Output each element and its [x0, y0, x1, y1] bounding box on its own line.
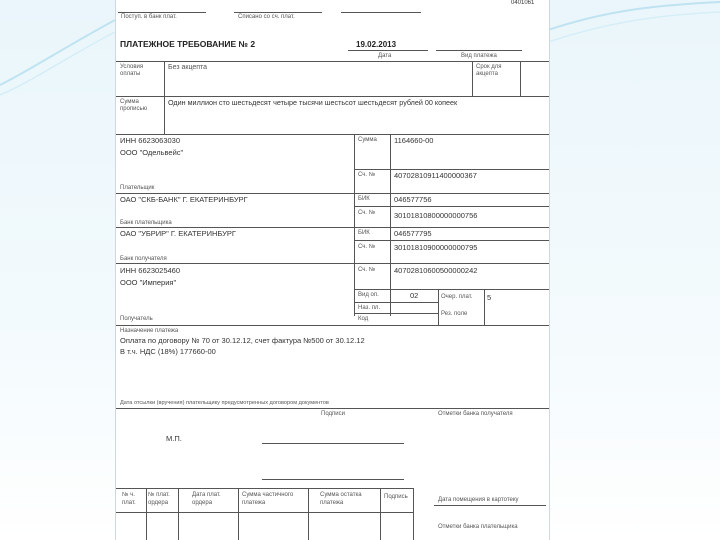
amount-words-label: Сумма [120, 99, 139, 105]
slide-background-left [0, 0, 115, 540]
document-title: ПЛАТЕЖНОЕ ТРЕБОВАНИЕ № 2 [120, 39, 256, 49]
payment-type-underline [436, 50, 522, 51]
signatures-label: Подписи [321, 411, 345, 417]
payee-inn: ИНН 6623025460 [120, 266, 181, 275]
col-divider [164, 61, 165, 96]
col-divider [178, 488, 179, 540]
col-divider [238, 488, 239, 540]
payer-bank-caption: Банк плательщика [120, 220, 172, 226]
payee-account-label: Сч. № [358, 267, 376, 273]
payer-bank-bik-label: БИК [358, 196, 370, 202]
payer-bank-marks-label: Отметки банка плательщика [438, 524, 518, 530]
order-number-header: № плат. ордера [148, 492, 170, 506]
col-divider [308, 488, 309, 540]
partial-amount-header: Сумма частичного платежа [242, 492, 294, 506]
payee-bank-account-value: 30101810900000000795 [394, 243, 478, 252]
col-divider [413, 488, 414, 540]
row-divider [116, 263, 549, 264]
payer-inn: ИНН 6623063030 [120, 136, 181, 145]
signature-line-2 [262, 479, 404, 480]
date-underline [348, 50, 428, 51]
signature-header: Подпись [384, 494, 408, 500]
col-divider [520, 61, 521, 96]
row-divider [116, 408, 549, 409]
table-header-divider [116, 512, 413, 513]
amount-words-label-2: прописью [120, 106, 148, 112]
col-divider [164, 96, 165, 134]
payment-type-label: Вид платежа [461, 53, 497, 59]
charged-line [234, 12, 322, 13]
col-divider [438, 289, 439, 325]
payer-account-value: 40702810911400000367 [394, 171, 477, 180]
terms-label: Условия [120, 64, 144, 70]
row-divider [116, 325, 549, 326]
payer-amount-value: 1164660-00 [394, 136, 434, 145]
row-divider [354, 193, 549, 194]
payer-bank-bik-value: 046577756 [394, 195, 432, 204]
ochered-value: 5 [487, 293, 492, 302]
payer-caption: Плательщик [120, 185, 155, 191]
charged-label: Списано со сч. плат. [238, 14, 295, 20]
payee-bank-account-label: Сч. № [358, 244, 376, 250]
signature-line-1 [262, 443, 404, 444]
payer-amount-label: Сумма [358, 137, 377, 143]
payer-account-label: Сч. № [358, 172, 376, 178]
row-divider [354, 313, 438, 314]
purpose-label: Назначение платежа [120, 328, 179, 334]
payer-name: ООО "Одельвейс" [120, 148, 184, 157]
received-line [118, 12, 206, 13]
col-divider [484, 289, 485, 325]
deadline-label: Срок для [476, 64, 502, 70]
naz-pl-label: Наз. пл. [358, 305, 381, 311]
payee-bank-bik-value: 046577795 [394, 229, 432, 238]
row-divider [354, 240, 549, 241]
row-divider [116, 134, 549, 135]
payee-bank-caption: Банк получателя [120, 256, 167, 262]
ochered-label: Очер. плат. [441, 294, 473, 300]
kod-label: Код [358, 316, 369, 322]
vid-op-label: Вид оп. [358, 292, 379, 298]
col-divider [472, 61, 473, 96]
row-divider [354, 169, 549, 170]
payment-request-document [115, 0, 550, 540]
date-value: 19.02.2013 [356, 40, 397, 49]
bank-marks-label: Отметки банка получателя [438, 411, 513, 417]
acceptance-value: Без акцепта [168, 64, 208, 71]
row-divider [116, 61, 549, 62]
blank-line [341, 12, 421, 13]
form-code: 0401061 [511, 0, 535, 6]
rez-pole-label: Рез. поле [441, 311, 468, 317]
filing-date-label: Дата помещения в картотеку [438, 497, 519, 503]
row-divider [354, 302, 438, 303]
filing-date-line [434, 505, 546, 506]
remaining-amount-header: Сумма остатка платежа [320, 492, 362, 506]
purpose-line-2: В т.ч. НДС (18%) 177660-00 [120, 347, 216, 356]
payer-bank-account-value: 30101810800000000756 [394, 211, 478, 220]
stamp-placeholder: М.П. [166, 434, 182, 443]
row-divider [116, 96, 549, 97]
slide-background-right [548, 0, 720, 540]
payee-caption: Получатель [120, 316, 153, 322]
documents-dispatch-label: Дата отсылки (вручения) плательщику предусмотренных договором документов [120, 400, 329, 406]
terms-label-2: оплаты [120, 71, 141, 77]
row-divider [354, 206, 549, 207]
payee-bank-bik-label: БИК [358, 230, 370, 236]
col-divider [146, 488, 147, 540]
purpose-line-1: Оплата по договору № 70 от 30.12.12, счет фактура №500 от 30.12.12 [120, 336, 365, 345]
payee-name: ООО "Империя" [120, 278, 177, 287]
vid-op-value: 02 [410, 291, 419, 300]
row-divider [116, 227, 549, 228]
date-label: Дата [378, 53, 392, 59]
amount-words-text: Один миллион сто шестьдесят четыре тысячи шестьсот шестьдесят рублей 00 копеек [168, 98, 458, 107]
payer-bank-account-label: Сч. № [358, 210, 376, 216]
row-divider [354, 289, 549, 290]
payee-account-value: 40702810600500000242 [394, 266, 478, 275]
received-label: Поступ. в банк плат. [121, 14, 177, 20]
payer-bank-name: ОАО "СКБ-БАНК" Г. ЕКАТЕРИНБУРГ [120, 195, 248, 204]
order-date-header: Дата плат. ордера [192, 492, 221, 506]
payee-bank-name: ОАО "УБРИР" Г. ЕКАТЕРИНБУРГ [120, 229, 236, 238]
row-divider [116, 193, 354, 194]
col-divider [380, 488, 381, 540]
deadline-label-2: акцепта [476, 71, 498, 77]
table-top-border [116, 488, 413, 489]
partial-payment-number-header: № ч. плат. [122, 492, 136, 506]
